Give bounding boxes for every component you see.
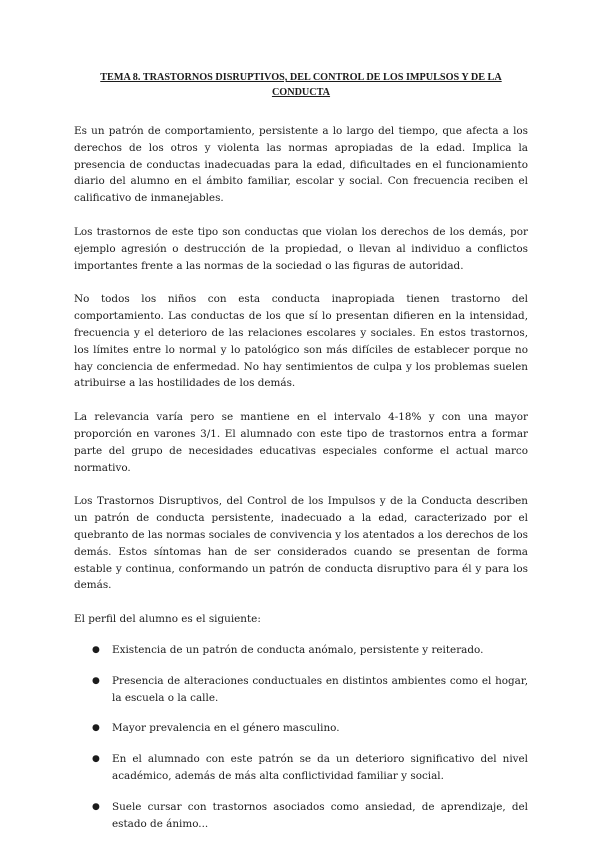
- document-title: TEMA 8. TRASTORNOS DISRUPTIVOS, DEL CONTROL DE LOS IMPULSOS Y DE LA CONDUCTA: [100, 72, 502, 98]
- paragraph-disruptive-disorders: Los Trastornos Disruptivos, del Control de los Impulsos y de la Conducta describen un patrón de conducta persistente, inadecuado a la edad, caracterizado por el quebranto de las normas sociales de convivencia y los atentados a los derechos de los demás. Estos síntomas han de ser considerados cuando se presentan de forma estable y continua, conformando un patrón de conducta disruptivo para él y para los demás.: [74, 495, 528, 592]
- paragraph-not-all-children: No todos los niños con esta conducta inapropiada tienen trastorno del comportamiento. Las conductas de los que sí lo presentan difieren en la intensidad, frecuencia y el deterioro de las relaciones escolares y sociales. En estos trastornos, los límites entre lo normal y lo patológico son más difíciles de establecer porque no hay conciencia de enfermedad. No hay sentimientos de culpa y los problemas suelen atribuirse a las hostilidades de los demás.: [74, 293, 528, 390]
- paragraph-rights-violation: Los trastornos de este tipo son conductas que violan los derechos de los demás, por ejemplo agresión o destrucción de la propiedad, o llevan al individuo a conflictos importantes frente a las normas de la sociedad o las figuras de autoridad.: [74, 225, 528, 272]
- list-item: [74, 673, 528, 707]
- list-item-text: En el alumnado con este patrón se da un deterioro significativo del nivel académico, además de más alta conflictividad familiar y social.: [112, 753, 528, 782]
- list-item: [74, 799, 528, 833]
- list-item-text: Existencia de un patrón de conducta anómalo, persistente y reiterado.: [112, 643, 484, 656]
- bullet-icon: ●: [92, 754, 100, 765]
- paragraph-definition: Es un patrón de comportamiento, persistente a lo largo del tiempo, que afecta a los derechos de los otros y violenta las normas apropiadas de la edad. Implica la presencia de conductas inadecuadas para la edad, dificultades en el funcionamiento diario del alumno en el ámbito familiar, escolar y social. Con frecuencia reciben el calificativo de inmanejables.: [74, 125, 528, 205]
- bullet-icon: ●: [92, 675, 100, 686]
- list-item-text: Mayor prevalencia en el género masculino.: [112, 722, 340, 735]
- bullet-icon: ●: [92, 644, 100, 655]
- list-item-text: Suele cursar con trastornos asociados como ansiedad, de aprendizaje, del estado de ánimo...: [112, 800, 528, 830]
- paragraph-prevalence: La relevancia varía pero se mantiene en el intervalo 4-18% y con una mayor proporción en varones 3/1. El alumnado con este tipo de trastornos entra a formar parte del grupo de necesidades educativas especiales conforme el actual marco normativo.: [74, 411, 528, 474]
- profile-intro: El perfil del alumno es el siguiente:: [74, 613, 261, 626]
- list-item-text: Presencia de alteraciones conductuales en distintos ambientes como el hogar, la escuela o la calle.: [112, 674, 528, 704]
- document-body: [74, 70, 528, 846]
- list-item: [74, 720, 528, 737]
- bullet-icon: ●: [92, 801, 100, 812]
- list-item: [74, 751, 528, 785]
- profile-list: [74, 642, 528, 832]
- bullet-icon: ●: [92, 723, 100, 734]
- list-item: [74, 642, 528, 659]
